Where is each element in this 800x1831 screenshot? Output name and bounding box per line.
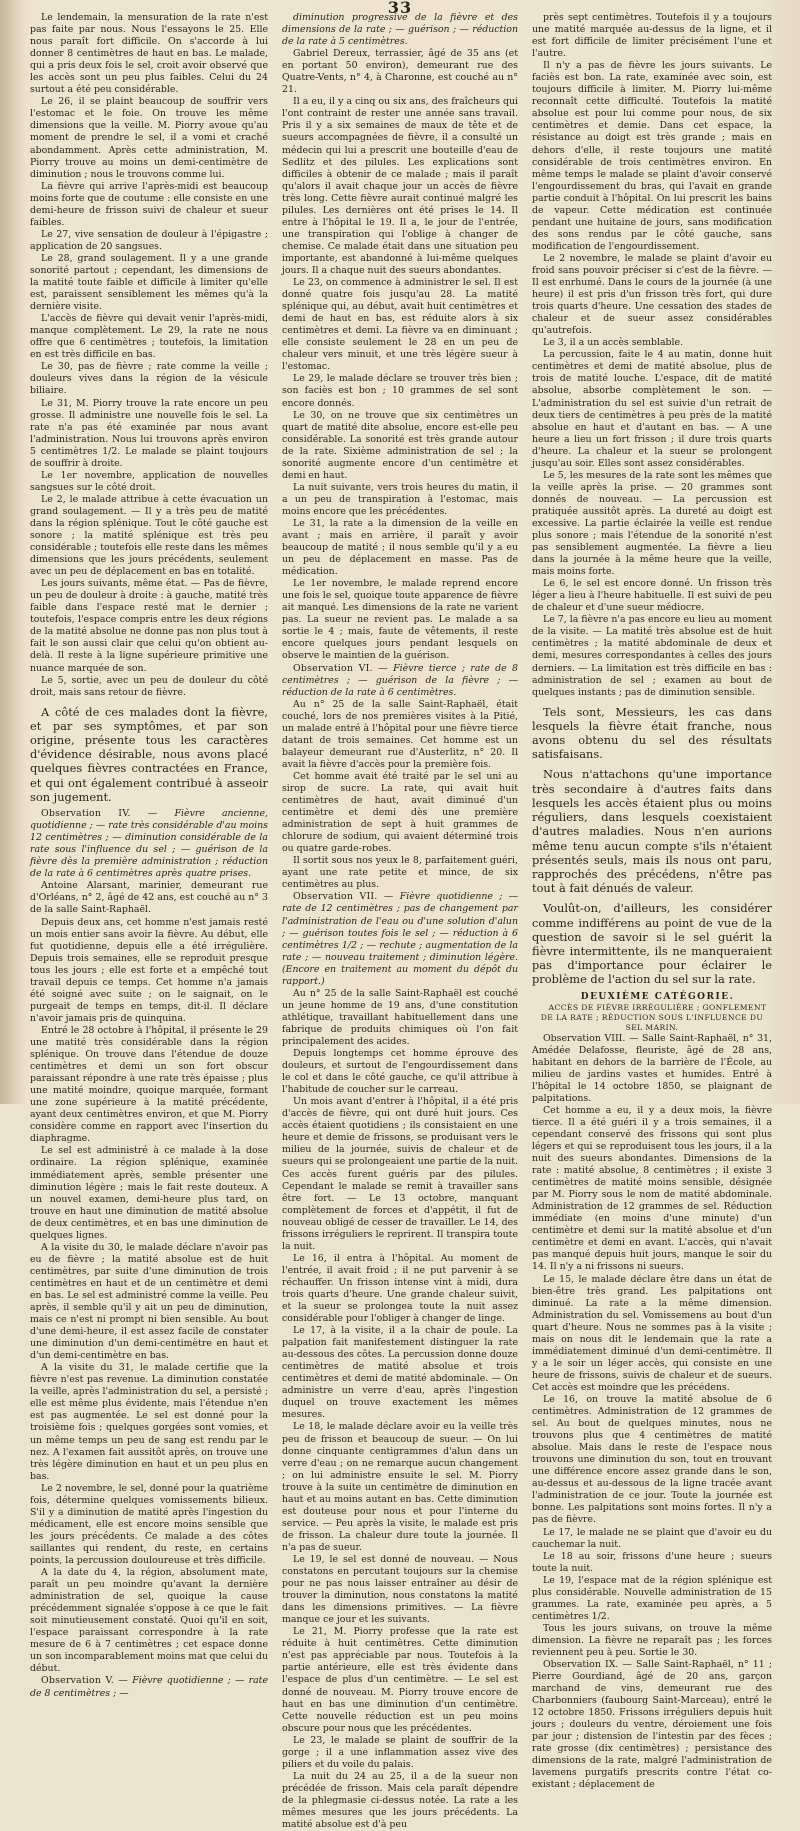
- paragraph: Un mois avant d'entrer à l'hôpital, il a été pris d'accès de fièvre, qui ont duré huit jours. Ces accès étaient quotidiens ; ils consistaient en une heure et demie de frissons, se produisant vers le milieu de la journée, suivis de chaleur et de sueurs qui se prolongeaient une partie de la nuit. Ces accès furent guéris par des pilules. Cependant le malade se remit à travailler sans être fort. — Le 13 octobre, manquant complètement de forces et d'appétit, il fut de nouveau obligé de cesser de travailler. Le 14, des frissons irréguliers le reprirent. Il transpira toute la nuit.: [282, 1096, 518, 1252]
- observation-label: Observation VII. —: [293, 891, 394, 903]
- text-column-2: [282, 12, 518, 1831]
- paragraph: Le 18, le malade déclare avoir eu la veille très peu de frisson et beaucoup de sueur. — On lui donne cinquante centigrammes d'alun dans un verre d'eau ; on ne remarque aucun changement ; on lui administre ensuite le sel. M. Piorry trouve à la suite un centimètre de diminution en haut et au moins autant en bas. Cette diminution est douteuse pour nous et pour l'interne du service. — Peu après la visite, le malade est pris de frisson. La chaleur dure toute la journée. Il n'a pas de sueur.: [282, 1421, 518, 1553]
- commentary-paragraph: Nous n'attachons qu'une importance très secondaire à d'autres faits dans lesquels les accès étaient plus ou moins réguliers, dans lesquels coexistaient d'autres maladies. Nous n'en aurions même tenu aucun compte s'ils n'étaient présentés seuls, mais ils nous ont paru, rapprochés des précédens, n'être pas tout à fait dénués de valeur.: [532, 767, 772, 896]
- paragraph: La nuit suivante, vers trois heures du matin, il a un peu de transpiration à l'estomac, mais moins encore que les précédentes.: [282, 481, 518, 517]
- paragraph: La fièvre qui arrive l'après-midi est beaucoup moins forte que de coutume : elle consiste en une demi-heure de frisson suivi de chaleur et sueur faibles.: [30, 180, 268, 228]
- paragraph: Tous les jours suivans, on trouve la même dimension. La fièvre ne reparaît pas ; les forces reviennent peu à peu. Sortie le 30.: [532, 1622, 772, 1658]
- paragraph: Le 17, à la visite, il a la chair de poule. La palpation fait manifestement distinguer la rate au-dessous des côtes. La percussion donne douze centimètres de matité absolue et trois centimètres et demi de matité abdominale. — On administre un verre d'eau, après l'ingestion duquel on trouve exactement les mêmes mesures.: [282, 1325, 518, 1421]
- paragraph: près sept centimètres. Toutefois il y a toujours une matité marquée au-dessus de la ligne, et il est fort difficile de limiter précisément l'une et l'autre.: [532, 12, 772, 60]
- observation-heading: [282, 891, 518, 987]
- paragraph: Le 15, le malade déclare être dans un état de bien-être très grand. Les palpitations ont diminué. La rate a la même dimension. Administration du sel. Vomissemens au bout d'un quart d'heure. Nous ne sommes pas à la visite ; mais on nous dit le lendemain que la rate a immédiatement diminué d'un demi-centimètre. Il y a le soir un léger accès, qui consiste en une heure de frissons, suivis de chaleur et de sueurs. Cet accès est moindre que les précédens.: [532, 1273, 772, 1393]
- paragraph: Le 6, le sel est encore donné. Un frisson très léger a lieu à l'heure habituelle. Il est suivi de peu de chaleur et d'une sueur médiocre.: [532, 578, 772, 614]
- observation-label: Observation IV. —: [41, 808, 158, 820]
- paragraph: Cet homme avait été traité par le sel uni au sirop de sucre. La rate, qui avait huit centimètres de haut, avait diminué d'un centimètre et demi dès une première administration de sept à huit grammes de chlorure de sodium, qui avaient déterminé trois ou quatre garde-robes.: [282, 770, 518, 855]
- observation-heading: [282, 663, 518, 699]
- paragraph: Le 26, il se plaint beaucoup de souffrir vers l'estomac et le foie. On trouve les même dimensions que la veille. M. Piorry avoue qu'au moment de prendre le sel, il a vomi et craché abondamment. Après cette administration, M. Piorry trouve au moins un demi-centimètre de diminution ; nous le trouvons comme lui.: [30, 96, 268, 180]
- paragraph: Le 16, il entra à l'hôpital. Au moment de l'entrée, il avait froid ; il ne put parvenir à se réchauffer. Un frisson intense vint à midi, dura trois quarts d'heure. Une grande chaleur suivit, et la sueur se prolongea toute la nuit assez considérable pour l'obliger à changer de linge.: [282, 1252, 518, 1325]
- paragraph: Le 17, le malade ne se plaint que d'avoir eu du cauchemar la nuit.: [532, 1526, 772, 1550]
- section-subtitle: ACCÈS DE FIÈVRE IRRÉGULIÈRE ; GONFLEMENT DE LA RATE ; RÉDUCTION SOUS L'INFLUENCE DU SEL MARIN.: [540, 1002, 767, 1032]
- paragraph: Le sel est administré à ce malade à la dose ordinaire. La région splénique, examinée immédiatement après, semble présenter une diminution légère ; mais le fait reste douteux. A un nouvel examen, demi-heure plus tard, on trouve en haut une diminution de matité absolue de deux centimètres, et en bas une diminution de quelques lignes.: [30, 1145, 268, 1241]
- paragraph: Le 29, le malade déclare se trouver très bien ; son faciès est bon ; 10 grammes de sel sont encore donnés.: [282, 373, 518, 409]
- paragraph: Depuis longtemps cet homme éprouve des douleurs, et surtout de l'engourdissement dans le col et dans le côté gauche, ce qu'il attribue à l'habitude de coucher sur le carreau.: [282, 1048, 518, 1096]
- paragraph: Le 23, le malade se plaint de souffrir de la gorge ; il a une inflammation assez vive des piliers et du voile du palais.: [282, 1734, 518, 1770]
- paragraph: Le 2 novembre, le malade se plaint d'avoir eu froid sans pouvoir préciser si c'est de la fièvre. — Il est enrhumé. Dans le cours de la journée (à une heure) il est pris d'un frisson très fort, qui dure trois quarts d'heure. Une cessation des stades de chaleur et de sueur assez considérables qu'autrefois.: [532, 252, 772, 337]
- observation-summary: Fièvre quotidienne ; — rate de 12 centimètres ; pas de changement par l'administration de l'eau ou d'une solution d'alun ; — guérison toutes fois le sel ; — réduction à 6 centimètres 1/2 ; — rechute ; augmentation de la rate ; — nouveau traitement ; diminution légère. (Encore en traitement au moment du dépôt du rapport.): [282, 891, 518, 987]
- paragraph: Observation IX. — Salle Saint-Raphaël, n° 11 ; Pierre Gourdiand, âgé de 20 ans, garçon marchand de vins, demeurant rue des Charbonniers (faubourg Saint-Marceau), entré le 12 octobre 1850. Frissons irréguliers depuis huit jours ; douleurs du ventre, déroiement une fois par jour ; distension de l'intestin par des fèces ; rate grosse (dix centimètres) ; persistance des dimensions de la rate, malgré l'administration de lavemens purgatifs prescrits contre l'état co-existant ; déplacement de: [532, 1659, 772, 1791]
- paragraph: Gabriel Dereux, terrassier, âgé de 35 ans (et en portant 50 environ), demeurant rue des Quatre-Vents, n° 4, à Charonne, est couché au n° 21.: [282, 48, 518, 96]
- observation-label: Observation VI. —: [293, 662, 388, 674]
- paragraph: Antoine Alarsant, marinier, demeurant rue d'Orléans, n° 2, âgé de 42 ans, est couché au n° 3 de la salle Saint-Raphaël.: [30, 880, 268, 916]
- commentary-paragraph: Tels sont, Messieurs, les cas dans lesquels la fièvre était franche, nous avons obtenu du sel des résultats satisfaisans.: [532, 704, 772, 762]
- observation-label: Observation V. —: [41, 1675, 128, 1687]
- paragraph: Depuis deux ans, cet homme n'est jamais resté un mois entier sans avoir la fièvre. Au début, elle fut quotidienne, depuis elle a été irrégulière. Depuis trois semaines, elle se reproduit presque tous les jours ; elle est forte et a empêché tout travail depuis ce temps. Cet homme n'a jamais été soigné avec suite ; on le saignait, on le purgeait de temps en temps, dit-il. Il déclare n'avoir jamais pris de quinquina.: [30, 916, 268, 1024]
- paragraph: Le 2, le malade attribue à cette évacuation un grand soulagement. — Il y a très peu de matité dans la région splénique. Tout le côté gauche est sonore ; la matité splénique est très peu considérable ; toutefois elle reste dans les mêmes dimensions que les jours précédents, seulement avec un peu de déplacement en bas en totalité.: [30, 493, 268, 578]
- paragraph: Le 21, M. Piorry professe que la rate est réduite à huit centimètres. Cette diminution n'est pas appréciable par nous. Toutefois à la partie antérieure, elle est très évidente dans l'espace de plus d'un centimètre. — Le sel est donné de nouveau. M. Piorry trouve encore de haut en bas une diminution d'un centimètre. Cette nouvelle réduction est un peu moins obscure pour nous que les précédentes.: [282, 1626, 518, 1734]
- text-column-1: [30, 12, 268, 1699]
- paragraph: Cet homme a eu, il y a deux mois, la fièvre tierce. Il a été guéri il y a trois semaines, il a cependant conservé des frissons qui sont plus légers et qui se reproduisent tous les jours, il a la nuit des sueurs abondantes. Dimensions de la rate : matité absolue, 8 centimètres ; il existe 3 centimètres de matité moins sensible, désignée par M. Piorry sous le nom de matité abdominale. Administration de 12 grammes de sel. Réduction immédiate (en moins d'une minute) d'un centimètre et demi sur la matité absolue et d'un centimètre et demi en avant. L'accès, qui n'avait pas manqué depuis huit jours, manque le soir du 14. Il n'y a ni frissons ni sueurs.: [532, 1104, 772, 1273]
- paragraph: Le 27, vive sensation de douleur à l'épigastre ; application de 20 sangsues.: [30, 228, 268, 252]
- observation-heading: [30, 808, 268, 880]
- page-gutter-shadow: [0, 0, 26, 1104]
- paragraph: La nuit du 24 au 25, il a de la sueur non précédée de frisson. Mais cela paraît dépendre de la phlegmasie ci-dessus notée. La rate a les mêmes mesures que les jours précédents. La matité absolue est d'à peu: [282, 1770, 518, 1831]
- observation-summary: diminution progressive de la fièvre et des dimensions de la rate ; — guérison ; — réduction de la rate à 5 centimètres.: [282, 12, 518, 48]
- paragraph: Le 3, il a un accès semblable.: [543, 337, 684, 349]
- paragraph: A la visite du 30, le malade déclare n'avoir pas eu de fièvre ; la matité absolue est de huit centimètres, par suite d'une diminution de trois centimètres en haut et de un centimètre et demi en bas. Le sel est administré comme la veille. Peu après, il semble qu'il y ait un peu de diminution, mais ce n'est ni prompt ni bien sensible. Au bout d'une demi-heure, il est assez facile de constater une diminution d'un demi-centimètre en haut et d'un demi-centimètre en bas.: [30, 1241, 268, 1362]
- paragraph: Le 7, la fièvre n'a pas encore eu lieu au moment de la visite. — La matité très absolue est de huit centimètres ; la matité abdominale de deux et demi, mesures correspondantes à celles des jours derniers. — La limitation est très difficile en bas : administration de sel ; examen au bout de quelques instants ; pas de diminution sensible.: [532, 614, 772, 698]
- paragraph: Le 19, l'espace mat de la région splénique est plus considérable. Nouvelle administration de 15 grammes. La rate, examinée peu après, a 5 centimètres 1/2.: [532, 1574, 772, 1622]
- paragraph: A la visite du 31, le malade certifie que la fièvre n'est pas revenue. La diminution constatée la veille, après l'administration du sel, a persisté ; elle est même plus évidente, mais l'étendue n'en est pas augmentée. Le sel est donné pour la troisième fois ; quelques gorgées sont vomies, et un même temps un peu de sang est rendu par le nez. A l'examen fait aussitôt après, on trouve une très légère diminution en haut et un peu plus en bas.: [30, 1362, 268, 1482]
- paragraph: Le lendemain, la mensuration de la rate n'est pas faite par nous. Nous l'essayons le 25. Elle nous paraît fort difficile. On s'accorde à lui donner 8 centimètres de haut en bas. Le malade, qui a pris deux fois le sel, croit avoir observé que les accès sont un peu plus faibles. Celui du 24 surtout a été peu considérable.: [30, 12, 268, 96]
- paragraph: Le 5, les mesures de la rate sont les mêmes que la veille après la prise. — 20 grammes sont donnés de nouveau. — La percussion est pratiquée aussitôt après. La dureté au doigt est excessive. La partie éclairée la veille est rendue plus sonore ; mais l'étendue de la sonorité n'est pas sensiblement augmentée. La fièvre a lieu dans la journée à la même heure que la veille, mais moins forte.: [532, 469, 772, 578]
- paragraph: Au n° 25 de la salle Saint-Raphaël, était couché, lors de nos premières visites à la Pitié, un malade entré à l'hôpital pour une fièvre tierce datant de trois semaines. Cet homme est un balayeur demeurant rue d'Austerlitz, n° 20. Il avait la fièvre d'accès pour la première fois.: [282, 698, 518, 770]
- observation-summary: Fièvre tierce ; rate de 8 centimètres ; — guérison de la fièvre ; — réduction de la rate à 6 centimètres.: [282, 662, 518, 698]
- paragraph: Au n° 25 de la salle Saint-Raphaël est couché un jeune homme de 19 ans, d'une constitution athlétique, travaillant habituellement dans une fabrique de produits chimiques où l'on fait principalement des acides.: [282, 987, 518, 1047]
- paragraph: Le 19, le sel est donné de nouveau. — Nous constatons en percutant toujours sur la chemise pour ne pas nous laisser entraîner au désir de trouver la diminution, nous constatons la matité dans les dimensions primitives. — La fièvre manque ce jour et les suivants.: [282, 1554, 518, 1626]
- commentary-paragraph: Voulût-on, d'ailleurs, les considérer comme indifférens au point de vue de la question de savoir si le sel guérit la fièvre intermittente, ils ne manqueraient pas d'importance pour éclairer le problème de l'action du sel sur la rate.: [532, 901, 772, 987]
- paragraph: Le 23, on commence à administrer le sel. Il est donné quatre fois jusqu'au 28. La matité splénique qui, au début, avait huit centimètres et demi de haut en bas, est réduite alors à six centimètres et demi. La fièvre va en diminuant ; elle consiste seulement le 28 en un peu de chaleur vers minuit, et une très légère sueur à l'estomac.: [282, 277, 518, 373]
- paragraph: Le 30, on ne trouve que six centimètres un quart de matité dite absolue, encore est-elle peu considérable. La sonorité est très grande autour de la rate. Sixième administration de sel ; la sonorité augmente encore d'un centimètre et demi en haut.: [282, 409, 518, 481]
- paragraph: Les jours suivants, même état. — Pas de fièvre, un peu de douleur à droite : à gauche, matité très faible dans l'espace resté mat le dernier ; toutefois, l'espace compris entre les deux régions de la matité absolue ne donne pas non plus tout à fait le son aussi clair que celui qu'on obtient au-delà. Il reste à la ligne supérieure primitive une nuance marquée de son.: [30, 578, 268, 674]
- paragraph: Il a eu, il y a cinq ou six ans, des fraîcheurs qui l'ont contraint de rester une année sans travail. Pris il y a six semaines de maux de tête et de sueurs accompagnées de fièvre, il a consulté un médecin qui lui a prescrit une bouteille d'eau de Sedlitz et des pilules. Les explications sont difficiles à obtenir de ce malade ; mais il paraît qu'alors il avait chaque jour un accès de fièvre très long. Cette fièvre aurait continué malgré les pilules. Les dernières ont été prises le 14. Il entre à l'hôpital le 19. Il a, le jour de l'entrée, une transpiration qui l'oblige à changer de chemise. Ce malade était dans une situation peu importante, est abandonné à lui-même quelques jours. Il a chaque nuit des sueurs abondantes.: [282, 96, 518, 276]
- paragraph: Le 18 au soir, frissons d'une heure ; sueurs toute la nuit.: [532, 1550, 772, 1574]
- page-number: 33: [387, 0, 413, 17]
- paragraph: Le 16, on trouve la matité absolue de 6 centimètres. Administration de 12 grammes de sel. Au bout de quelques minutes, nous ne trouvons plus que 4 centimètres de matité absolue. Mais dans le reste de l'espace nous trouvons une diminution du son, tout en trouvant une différence encore assez grande dans le son, au-dessus et au-dessous de la ligne tracée avant l'administration de ce jour. Toute la journée est bonne. Les palpitations sont moins fortes. Il n'y a pas de fièvre.: [532, 1393, 772, 1526]
- paragraph: Le 31, M. Piorry trouve la rate encore un peu grosse. Il administre une nouvelle fois le sel. La rate n'a pas été examinée par nous avant l'administration. Nous lui trouvons après environ 5 centimètres 1/2. Le malade se plaint toujours de souffrir à droite.: [30, 397, 268, 469]
- paragraph: A la date du 4, la région, absolument mate, paraît un peu moindre qu'avant la dernière administration de sel, quoique la cause précédemment signalée s'oppose à ce que le fait soit minutieusement constaté. Quoi qu'il en soit, l'espace paraissant correspondre à la rate mesure de 6 à 7 centimètres ; cet espace donne un son incomparablement moins mat que celui du début.: [30, 1567, 268, 1675]
- section-title: DEUXIÈME CATÉGORIE.: [580, 991, 735, 1002]
- paragraph: La percussion, faite le 4 au matin, donne huit centimètres et demi de matité absolue, plus de trois de matité louche. L'espace, dit de matité absolue, absorbe complètement le son. — L'administration du sel est suivie d'un retrait de deux tiers de centimètres à peu près de la matité absolue en haut et d'autant en bas. — A une heure a lieu un fort frisson ; il dure trois quarts d'heure. La chaleur et la sueur se prolongent jusqu'au soir. Elles sont assez considérables.: [532, 349, 772, 469]
- observation-summary: Fièvre ancienne, quotidienne ; — rate très considérable d'au moins 12 centimètres ; — diminution considérable de la rate sous l'influence du sel ; — guérison de la fièvre dès la première administration ; réduction de la rate à 6 centimètres après quatre prises.: [30, 808, 268, 880]
- paragraph: Le 1er novembre, le malade reprend encore une fois le sel, quoique toute apparence de fièvre ait manqué. Les dimensions de la rate ne varient pas. La sueur ne revient pas. Le malade a sa sortie le 4 ; mais, faute de vêtements, il reste encore quelques jours pendant lesquels on observe le maintien de la guérison.: [282, 578, 518, 662]
- paragraph: Le 30, pas de fièvre ; rate comme la veille ; douleurs vives dans la région de la vésicule biliaire.: [30, 361, 268, 397]
- paragraph: L'accès de fièvre qui devait venir l'après-midi, manque complètement. Le 29, la rate ne nous offre que 6 centimètres ; toutefois, la limitation en est très difficile en bas.: [30, 313, 268, 361]
- paragraph: Il sortit sous nos yeux le 8, parfaitement guéri, ayant une rate petite et mince, de six centimètres au plus.: [282, 855, 518, 891]
- paragraph: Observation VIII. — Salle Saint-Raphaël, n° 31, Amédée Delafosse, fleuriste, âgé de 28 ans, habitant en dehors de la barrière de l'École, au milieu de jardins vastes et humides. Entré à l'hôpital le 14 octobre 1850, se plaignant de palpitations.: [532, 1032, 772, 1104]
- text-column-3: [532, 12, 772, 1791]
- observation-heading: [282, 12, 518, 48]
- paragraph: Le 1er novembre, application de nouvelles sangsues sur le côté droit.: [30, 469, 268, 493]
- paragraph: Il n'y a pas de fièvre les jours suivants. Le faciès est bon. La rate, examinée avec soin, est toujours difficile à limiter. M. Piorry lui-même reconnaît cette difficulté. Toutefois la matité absolue est pour lui comme pour nous, de six centimètres et demie. Dans cet espace, la résistance au doigt est très grande ; mais en dehors d'elle, il reste toujours une matité considérable de trois centimètres environ. En même temps le malade se plaint d'avoir conservé l'engourdissement du bras, qui l'avait en grande partie conduit à l'hôpital. On lui prescrit les bains de vapeur. Cette médication est continuée pendant une huitaine de jours, sans modification des sons rendus par le côté gauche, sans modification de l'engourdissement.: [532, 60, 772, 252]
- paragraph: Entré le 28 octobre à l'hôpital, il présente le 29 une matité très considérable dans la région splénique. On trouve dans l'étendue de douze centimètres et demi un son fort obscur paraissant répondre à une rate très épaisse ; plus une matité moindre, quoique marquée, formant une zone supérieure à la matité précédente, ayant deux centimètres environ, et que M. Piorry considère comme en rapport avec l'insertion du diaphragme.: [30, 1024, 268, 1145]
- paragraph: Le 2 novembre, le sel, donné pour la quatrième fois, détermine quelques vomissements bilieux. S'il y a diminution de matité après l'ingestion du médicament, elle est encore moins sensible que les jours précédents. Ce malade a des côtes saillantes qui rendent, du reste, en certains points, la percussion douloureuse et très difficile.: [30, 1482, 268, 1566]
- paragraph: Le 5, sortie, avec un peu de douleur du côté droit, mais sans retour de fièvre.: [30, 674, 268, 698]
- commentary-paragraph: A côté de ces malades dont la fièvre, et par ses symptômes, et par son origine, présente tous les caractères d'évidence désirable, nous avons placé quelques fièvres contractées en France, et qui ont également contribué à asseoir son jugement.: [30, 704, 268, 804]
- observation-summary: Fièvre quotidienne ; — rate de 8 centimètres ; —: [30, 1675, 268, 1699]
- paragraph: Le 31, la rate a la dimension de la veille en avant ; mais en arrière, il paraît y avoir beaucoup de matité ; il nous semble qu'il y a eu un peu de déplacement en masse. Pas de médication.: [282, 517, 518, 578]
- observation-heading: [30, 1675, 268, 1699]
- paragraph: Le 28, grand soulagement. Il y a une grande sonorité partout ; cependant, les dimensions de la matité toute faible et difficile à limiter qu'elle est, paraissent sensiblement les mêmes qu'à la dernière visite.: [30, 252, 268, 313]
